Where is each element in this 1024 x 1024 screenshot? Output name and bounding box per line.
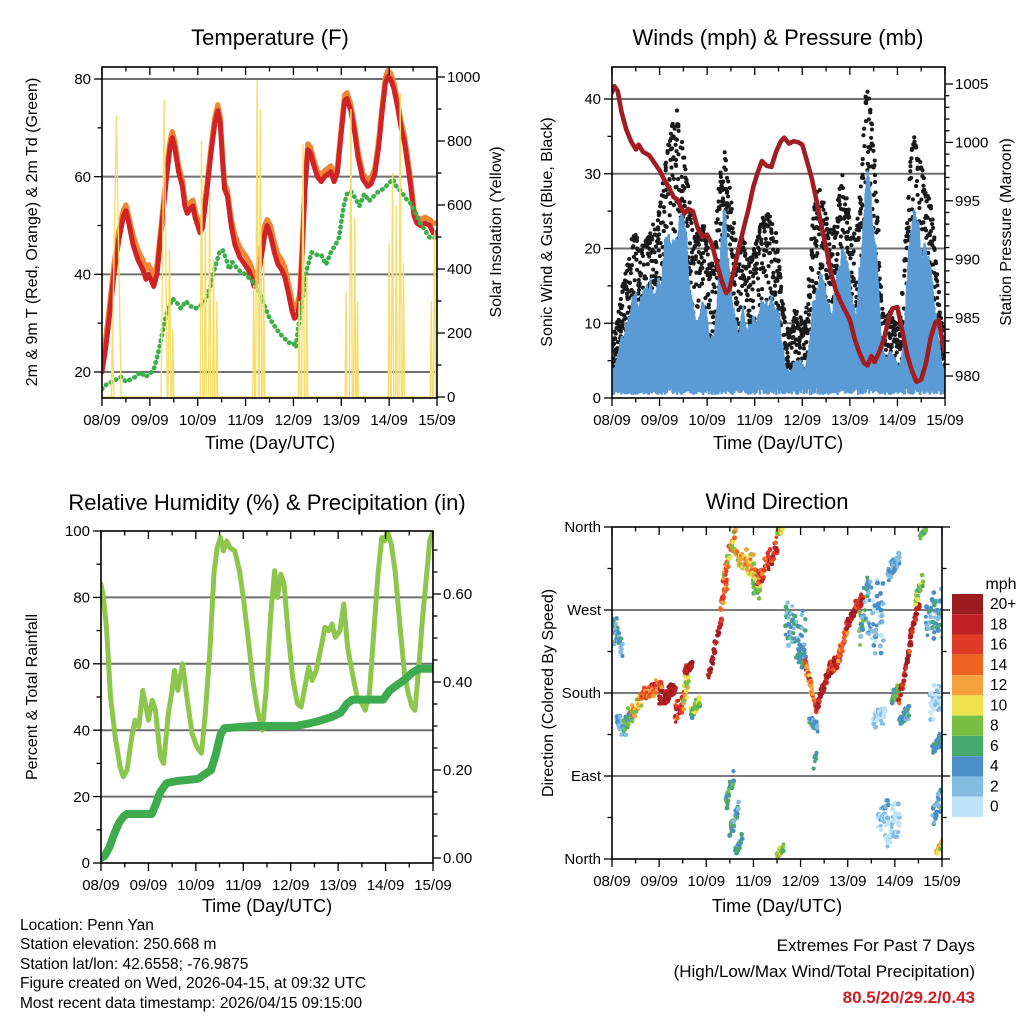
x-tick-labels-temperature bbox=[83, 412, 456, 429]
colorbar-swatch bbox=[952, 736, 983, 756]
footer-elevation: Station elevation: 250.668 m bbox=[20, 936, 217, 954]
x-tick-label: 09/09 bbox=[129, 877, 168, 894]
series-relative-humidity bbox=[101, 531, 433, 777]
x-tick-label: 13/09 bbox=[322, 412, 361, 429]
x-tick-label: 10/09 bbox=[178, 412, 217, 429]
y-axis-label-winds-right: Station Pressure (Maroon) bbox=[998, 138, 1015, 326]
extremes-title: Extremes For Past 7 Days bbox=[776, 936, 975, 955]
y-tick-label: 60 bbox=[74, 168, 91, 186]
series-group-clip-bl bbox=[101, 531, 433, 858]
colorbar-label: 18 bbox=[990, 616, 1008, 634]
x-tick-label: 15/09 bbox=[923, 873, 961, 890]
y-labels-pressure-right bbox=[955, 76, 988, 385]
x-tick-label: 11/09 bbox=[227, 412, 264, 429]
y-tick-label: 40 bbox=[584, 91, 601, 109]
x-axis-label-humidity: Time (Day/UTC) bbox=[201, 896, 333, 916]
panel-title-humidity: Relative Humidity (%) & Precipitation (in) bbox=[68, 490, 466, 515]
y-tick-label: 80 bbox=[73, 589, 90, 607]
y-tick-label: North bbox=[564, 519, 601, 537]
colorbar-label: 2 bbox=[990, 778, 999, 796]
colorbar-label: 10 bbox=[990, 697, 1008, 715]
x-tick-label: 08/09 bbox=[83, 412, 121, 429]
x-tick-label: 11/09 bbox=[736, 412, 773, 429]
colorbar-swatch bbox=[952, 797, 983, 817]
y-tick-label: 80 bbox=[74, 71, 91, 89]
station-info-block bbox=[20, 916, 366, 1013]
colorbar-swatch bbox=[952, 655, 983, 675]
series-group-clip-tl bbox=[102, 71, 437, 397]
colorbar-swatch bbox=[952, 594, 983, 614]
y-tick-label: 0 bbox=[592, 390, 601, 408]
x-tick-label: 09/09 bbox=[640, 412, 679, 429]
y-tick-label: 980 bbox=[955, 368, 981, 386]
y-axis-label-temperature-left: 2m & 9m T (Red, Orange) & 2m Td (Green) bbox=[24, 77, 41, 387]
y-tick-label: 60 bbox=[73, 656, 90, 673]
y-labels-direction-left bbox=[562, 519, 602, 868]
x-tick-label: 14/09 bbox=[370, 412, 408, 429]
x-tick-label: 12/09 bbox=[271, 877, 310, 894]
y-tick-label: 20 bbox=[584, 240, 601, 258]
y-tick-label: 600 bbox=[447, 197, 473, 215]
colorbar-title: mph bbox=[985, 576, 1017, 593]
y-tick-label: 100 bbox=[64, 523, 90, 541]
extremes-subtitle: (High/Low/Max Wind/Total Precipitation) bbox=[673, 962, 975, 981]
y-tick-label: 20 bbox=[73, 788, 90, 806]
footer-latlon: Station lat/lon: 42.6558; -76.9875 bbox=[20, 955, 249, 973]
x-tick-label: 11/09 bbox=[225, 877, 262, 894]
colorbar-swatch bbox=[952, 675, 983, 695]
y-ticks bbox=[604, 527, 612, 859]
y-tick-label: 30 bbox=[584, 165, 601, 183]
colorbar-swatch bbox=[952, 635, 983, 655]
y-tick-label: South bbox=[561, 685, 601, 703]
y-tick-label: 0.60 bbox=[443, 586, 473, 604]
x-tick-label: 14/09 bbox=[878, 412, 917, 429]
y-tick-label: 0 bbox=[447, 389, 456, 407]
y-tick-label: 40 bbox=[73, 722, 90, 740]
y-tick-label: East bbox=[570, 768, 601, 786]
y-ticks bbox=[945, 84, 953, 376]
panel-title-winds: Winds (mph) & Pressure (mb) bbox=[632, 25, 924, 50]
y-tick-label: 200 bbox=[447, 325, 473, 343]
colorbar-swatch bbox=[952, 614, 983, 634]
y-tick-label: 995 bbox=[955, 193, 981, 210]
x-tick-label: 11/09 bbox=[735, 873, 772, 890]
y-tick-label: 800 bbox=[447, 133, 473, 151]
y-tick-label: 1000 bbox=[955, 134, 989, 152]
x-tick-label: 14/09 bbox=[366, 877, 405, 894]
extremes-block bbox=[674, 933, 975, 1011]
y-axis-label-humidity-left: Percent & Total Rainfall bbox=[24, 613, 41, 781]
x-tick-label: 08/09 bbox=[593, 412, 631, 429]
y-tick-label: 1005 bbox=[955, 76, 989, 94]
x-tick-labels-wind-direction bbox=[593, 873, 961, 890]
colorbar-swatch bbox=[952, 756, 983, 776]
footer-created: Figure created on Wed, 2026-04-15, at 09:32 UTC bbox=[20, 975, 367, 993]
y-tick-label: 0.00 bbox=[443, 850, 473, 868]
colorbar-swatch bbox=[952, 716, 983, 736]
colorbar-swatch bbox=[952, 695, 983, 715]
y-tick-label: North bbox=[564, 851, 601, 869]
y-ticks bbox=[604, 99, 612, 398]
y-ticks bbox=[942, 527, 950, 859]
y-tick-label: 400 bbox=[447, 261, 473, 279]
colorbar-label: 20+ bbox=[990, 596, 1017, 613]
colorbar-swatch bbox=[952, 776, 983, 796]
x-tick-label: 13/09 bbox=[319, 877, 357, 894]
x-tick-label: 15/09 bbox=[926, 412, 964, 429]
y-tick-label: 1000 bbox=[447, 69, 481, 87]
x-tick-label: 15/09 bbox=[418, 412, 456, 429]
colorbar-label: 14 bbox=[990, 656, 1008, 674]
x-tick-label: 14/09 bbox=[876, 873, 914, 890]
y-axis-label-temperature-right: Solar Insolation (Yellow) bbox=[488, 146, 505, 318]
y-tick-label: 0.40 bbox=[443, 674, 473, 692]
y-tick-label: 20 bbox=[74, 364, 91, 382]
panel-title-wind-direction: Wind Direction bbox=[705, 489, 849, 514]
colorbar-label: 8 bbox=[990, 717, 999, 735]
y-tick-label: 40 bbox=[74, 266, 91, 284]
x-tick-labels-humidity bbox=[82, 877, 452, 894]
colorbar-label: 12 bbox=[990, 677, 1008, 695]
y-labels-solar-right bbox=[447, 69, 480, 406]
footer-location: Location: Penn Yan bbox=[20, 917, 154, 934]
x-tick-label: 10/09 bbox=[688, 412, 726, 429]
extremes-values: 80.5/20/29.2/0.43 bbox=[842, 988, 975, 1007]
colorbar-label: 0 bbox=[990, 798, 999, 816]
x-tick-label: 13/09 bbox=[828, 873, 867, 890]
colorbar-label: 16 bbox=[990, 636, 1008, 654]
y-tick-label: West bbox=[567, 602, 601, 620]
y-labels-wind-left bbox=[584, 91, 601, 407]
y-tick-label: 990 bbox=[955, 251, 981, 269]
y-tick-label: 0.20 bbox=[443, 762, 473, 780]
x-tick-label: 10/09 bbox=[177, 877, 215, 894]
x-tick-label: 12/09 bbox=[783, 412, 822, 429]
x-tick-label: 09/09 bbox=[131, 412, 169, 429]
series-group-clip-tr bbox=[609, 86, 947, 395]
x-tick-label: 15/09 bbox=[414, 877, 452, 894]
y-labels-temp-left bbox=[74, 71, 91, 381]
x-axis-label-temperature: Time (Day/UTC) bbox=[204, 433, 336, 453]
x-tick-label: 13/09 bbox=[831, 412, 869, 429]
speed-colorbar bbox=[952, 576, 1017, 817]
y-tick-label: 0 bbox=[81, 855, 90, 873]
x-tick-labels-winds bbox=[593, 412, 964, 429]
x-tick-label: 10/09 bbox=[687, 873, 726, 890]
y-labels-rh-left bbox=[65, 523, 90, 872]
y-tick-label: 10 bbox=[584, 315, 601, 333]
x-axis-label-wind-direction: Time (Day/UTC) bbox=[711, 896, 843, 916]
x-tick-label: 08/09 bbox=[593, 873, 631, 890]
y-axis-label-wind-direction-left: Direction (Colored By Speed) bbox=[540, 588, 557, 798]
x-axis-label-winds: Time (Day/UTC) bbox=[712, 433, 844, 453]
colorbar-label: 4 bbox=[990, 758, 999, 776]
y-axis-label-winds-left: Sonic Wind & Gust (Blue, Black) bbox=[539, 117, 556, 347]
colorbar-label: 6 bbox=[990, 737, 999, 755]
x-tick-label: 12/09 bbox=[781, 873, 820, 890]
x-tick-label: 09/09 bbox=[640, 873, 678, 890]
y-tick-label: 985 bbox=[955, 309, 981, 327]
panel-title-temperature: Temperature (F) bbox=[191, 25, 349, 50]
y-labels-rain-right bbox=[443, 586, 472, 867]
x-tick-label: 12/09 bbox=[274, 412, 313, 429]
x-tick-label: 08/09 bbox=[82, 877, 120, 894]
footer-timestamp: Most recent data timestamp: 2026/04/15 09:15:00 bbox=[20, 994, 363, 1012]
